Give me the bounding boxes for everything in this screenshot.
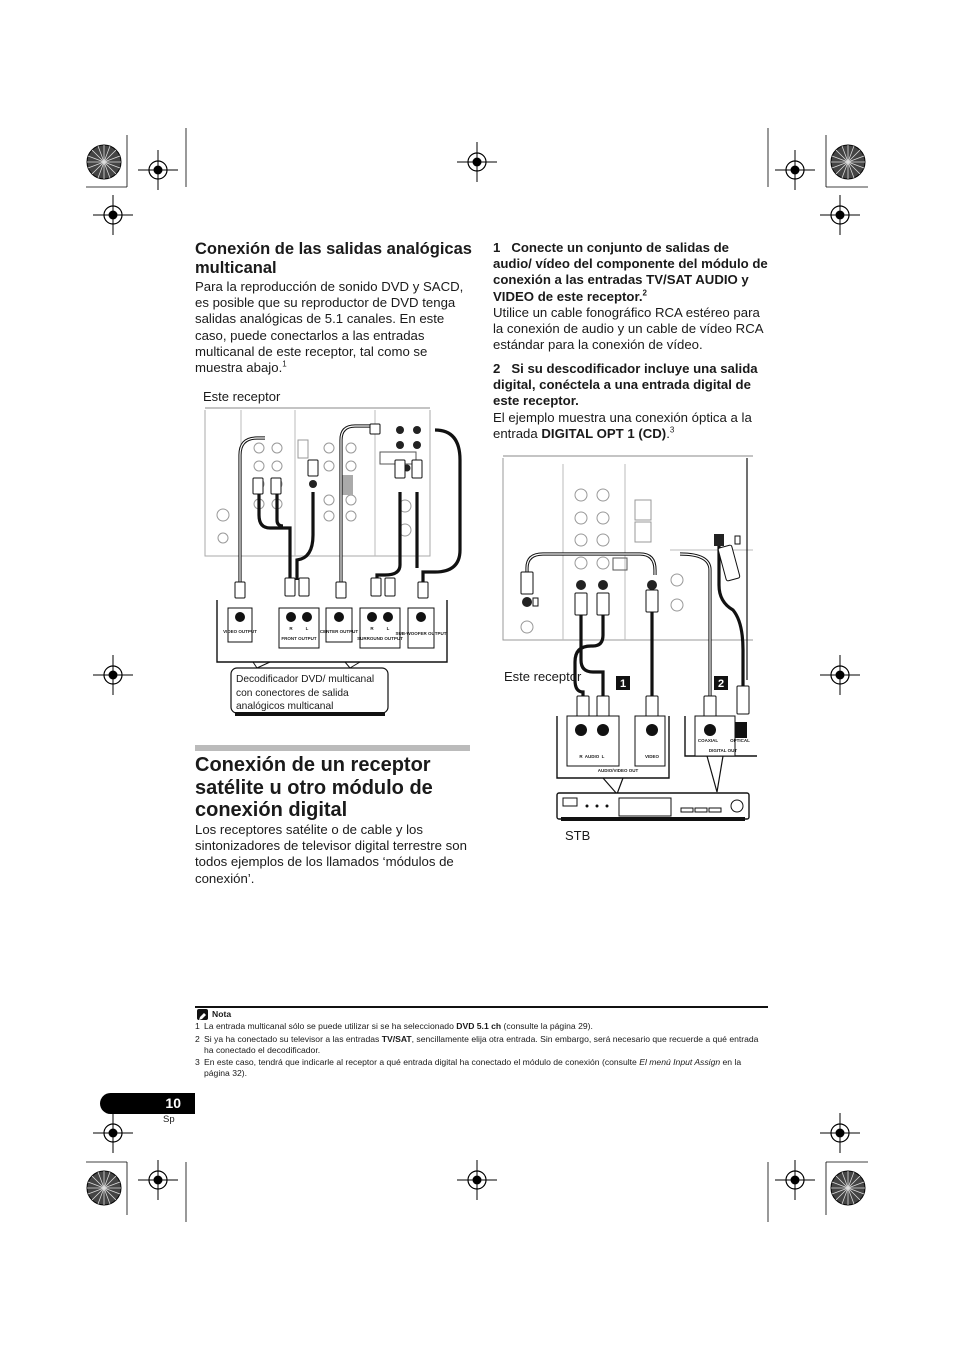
section1-body (195, 279, 470, 376)
footnote-ref-1: 1 (282, 359, 287, 369)
stb-l-label: L (601, 754, 605, 759)
note-text-bold: TV/SAT (381, 1033, 412, 1044)
player-front-l: L (305, 626, 309, 631)
player-front-label: FRONT OUTPUT (281, 636, 317, 641)
stb-coaxial-label: COAXIAL (697, 738, 719, 743)
note-text-pre: La entrada multicanal sólo se puede utilizar si se ha seleccionado (204, 1021, 457, 1031)
note-number: 1 (195, 1021, 200, 1031)
section2-title: Conexión de un receptor satélite u otro módulo de conexión digital (195, 754, 433, 821)
note-number: 2 (195, 1033, 200, 1044)
note-item (195, 1021, 768, 1032)
note-pencil-icon (197, 1009, 208, 1020)
step-2-body-bold: DIGITAL OPT 1 (CD) (541, 425, 667, 441)
note-text-italic: El menú Input Assign (639, 1057, 721, 1067)
multichannel-diagram (195, 400, 475, 720)
badge-step-1: 1 (619, 678, 627, 690)
player-sub-label: SUB-WOOFER OUTPUT (395, 631, 447, 636)
diagram2-receiver-caption: Este receptor (504, 669, 582, 684)
step-2-number: 2 (493, 361, 501, 376)
page-number: 10 (100, 1093, 195, 1114)
note-text-pre: Si ya ha conectado su televisor a las entradas (204, 1033, 382, 1044)
notes-rule (195, 1006, 768, 1008)
step-1-number: 1 (493, 240, 501, 255)
stb-digital-out-label: DIGITAL OUT (708, 748, 738, 753)
section1-body-text: Para la reproducción de sonido DVD y SACD, es posible que su reproductor de DVD tenga salidas analógicas de 5.1 canales. En este caso, puede conectarlos a las entradas multicanal de este receptor, tal como se muestra abajo. (195, 279, 464, 376)
note-text-post: , sencillamente elija otra entrada. Sin embargo, será necesario que recuerde a qué entrada ha conectado el decodificador. (204, 1033, 759, 1055)
step-1 (493, 240, 771, 353)
player-surround-r: R (370, 626, 374, 631)
note-number: 3 (195, 1057, 200, 1067)
player-callout: Decodificador DVD/ multicanal con conectores de salida analógicos multicanal (236, 674, 375, 712)
player-video-label: VIDEO OUTPUT (223, 629, 257, 634)
player-front-r: R (289, 626, 293, 631)
stb-r-label: R (579, 754, 583, 759)
step-2-heading: Si su descodificador incluye una salida digital, conéctela a una entrada digital de este receptor. (493, 361, 758, 409)
stb-caption: STB (565, 828, 591, 843)
step-2 (493, 361, 768, 442)
stb-optical-label: OPTICAL (730, 738, 750, 743)
step-2-body-pre: El ejemplo muestra una conexión óptica a la entrada (493, 409, 752, 441)
stb-av-out-label: AUDIO/VIDEO OUT (597, 768, 639, 773)
stb-diagram (495, 450, 757, 835)
player-center-label: CENTER OUTPUT (319, 629, 359, 634)
notes-title: Nota (212, 1009, 232, 1019)
note-item (195, 1057, 768, 1079)
step-1-body: Utilice un cable fonográfico RCA estéreo para la conexión de audio y un cable de vídeo RCA estándar para la conexión de vídeo. (493, 304, 763, 353)
note-text-post: en la página 32). (204, 1057, 742, 1078)
step-2-body-post: . (666, 425, 670, 441)
notes-list (195, 1021, 768, 1079)
note-text-post: (consulte la página 29). (501, 1021, 593, 1031)
stb-video-label: VIDEO (644, 754, 660, 759)
stb-audio-label: AUDIO (584, 754, 600, 759)
diagram1-caption: Este receptor (203, 389, 281, 404)
note-text-bold: DVD 5.1 ch (456, 1021, 502, 1031)
section1-title: Conexión de las salidas analógicas multicanal (195, 240, 472, 277)
note-text-pre: En este caso, tendrá que indicarle al receptor a qué entrada digital ha conectado el módulo de conexión (consulte (204, 1057, 640, 1067)
footnote-ref-3: 3 (669, 425, 675, 435)
step-1-heading: Conecte un conjunto de salidas de audio/ vídeo del componente del módulo de conexión a las entradas TV/SAT AUDIO y VIDEO de este receptor. (493, 240, 768, 304)
section-divider (195, 745, 470, 751)
note-item (195, 1034, 768, 1056)
section2-body: Los receptores satélite o de cable y los sintonizadores de televisor digital terrestre son todos ejemplos de los llamados ‘módulos de conexión’. (195, 822, 467, 886)
player-surround-l: L (386, 626, 390, 631)
footnote-ref-2: 2 (642, 288, 647, 298)
badge-step-2: 2 (717, 678, 725, 690)
player-surround-label: SURROUND OUTPUT (357, 636, 403, 641)
page-lang: Sp (163, 1114, 175, 1125)
